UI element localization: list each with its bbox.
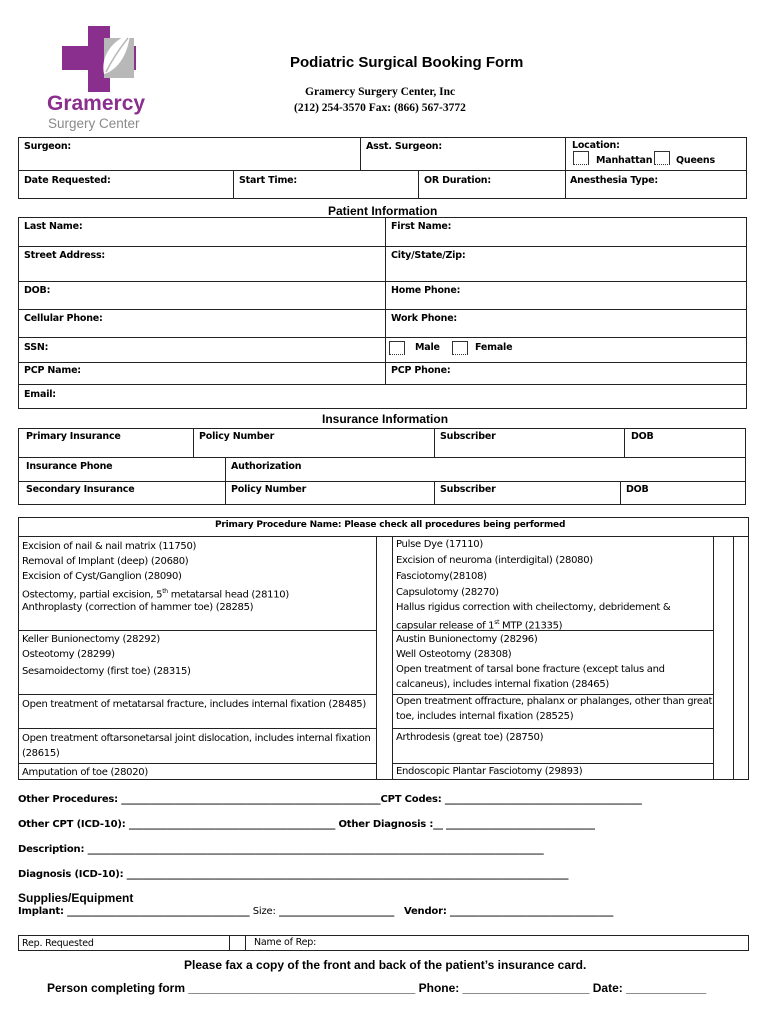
form-title: Podiatric Surgical Booking Form [290, 54, 524, 71]
subscriber-label-1: Subscriber [440, 431, 496, 442]
company-phone-fax: (212) 254-3570 Fax: (866) 567-3772 [294, 102, 466, 114]
proc-left-5: Anthroplasty (correction of hammer toe) (28285) [22, 602, 254, 613]
dob-label-2: DOB [626, 484, 649, 495]
street-address-label: Street Address: [24, 250, 105, 261]
implant-row[interactable]: Implant: ______________________________________ Size: ________________________ Vendor: __________________________________ [18, 906, 614, 917]
location-label: Location: [572, 140, 620, 151]
female-checkbox[interactable] [452, 341, 468, 355]
female-label: Female [475, 342, 513, 353]
manhattan-checkbox[interactable] [573, 151, 589, 165]
or-duration-label: OR Duration: [424, 175, 491, 186]
pcp-name-label: PCP Name: [24, 365, 81, 376]
start-time-label: Start Time: [239, 175, 298, 186]
email-label: Email: [24, 389, 56, 400]
name-of-rep-label: Name of Rep: [254, 937, 317, 948]
manhattan-label: Manhattan [596, 155, 653, 166]
proc-right-6: Austin Bunionectomy (28296) [396, 634, 538, 645]
authorization-label: Authorization [231, 461, 302, 472]
proc-right-8: Open treatment of tarsal bone fracture (except talus and calcaneus), includes internal fixation (28465) [396, 664, 665, 690]
rep-requested-label: Rep. Requested [22, 938, 94, 949]
proc-left-3: Excision of Cyst/Ganglion (28090) [22, 571, 182, 582]
proc-right-9: Open treatment offracture, phalanx or phalanges, other than great toe, includes internal fixation (28525) [396, 696, 713, 722]
dob-label-1: DOB [631, 431, 654, 442]
proc-right-5: Hallus rigidus correction with cheilectomy, debridement & capsular release of 1st MTP (21335) [396, 602, 671, 632]
other-procedures-row[interactable]: Other Procedures: ______________________________________________________CPT Codes: _________________________________________ [18, 794, 642, 805]
person-completing-row[interactable]: Person completing form __________________________________ Phone: ___________________ Date: ____________ [47, 981, 707, 995]
rep-table [18, 935, 749, 951]
male-checkbox[interactable] [389, 341, 405, 355]
dob-label: DOB: [24, 285, 51, 296]
proc-right-1: Pulse Dye (17110) [396, 539, 483, 550]
secondary-insurance-label: Secondary Insurance [26, 484, 135, 495]
proc-right-10: Arthrodesis (great toe) (28750) [396, 732, 544, 743]
procedures-heading: Primary Procedure Name: Please check all procedures being performed [215, 520, 566, 530]
proc-right-2: Excision of neuroma (interdigital) (28080) [396, 555, 593, 566]
cross-leaf-icon [60, 24, 140, 94]
proc-right-4: Capsulotomy (28270) [396, 587, 499, 598]
logo [44, 22, 154, 132]
proc-left-2: Removal of Implant (deep) (20680) [22, 556, 189, 567]
home-phone-label: Home Phone: [391, 285, 461, 296]
proc-right-7: Well Osteotomy (28308) [396, 649, 512, 660]
description-row[interactable]: Description: _______________________________________________________________________________________________ [18, 844, 544, 855]
date-requested-label: Date Requested: [24, 175, 111, 186]
work-phone-label: Work Phone: [391, 313, 458, 324]
proc-left-11: Amputation of toe (28020) [22, 767, 148, 778]
cellular-phone-label: Cellular Phone: [24, 313, 103, 324]
subscriber-label-2: Subscriber [440, 484, 496, 495]
logo-sub: Surgery Center [48, 116, 140, 131]
primary-insurance-label: Primary Insurance [26, 431, 121, 442]
proc-left-6: Keller Bunionectomy (28292) [22, 634, 161, 645]
proc-left-10: Open treatment oftarsonetarsal joint dislocation, includes internal fixation (28615) [22, 733, 371, 759]
proc-left-1: Excision of nail & nail matrix (11750) [22, 541, 197, 552]
proc-left-4: Ostectomy, partial excision, 5th metatarsal head (28110) [22, 588, 289, 601]
first-name-label: First Name: [391, 221, 452, 232]
pcp-phone-label: PCP Phone: [391, 365, 451, 376]
queens-checkbox[interactable] [654, 151, 670, 165]
diagnosis-row[interactable]: Diagnosis (ICD-10): ____________________________________________________________________________________________ [18, 869, 569, 880]
surgeon-label: Surgeon: [24, 141, 72, 152]
ssn-label: SSN: [24, 342, 49, 353]
patient-info-heading: Patient Information [328, 204, 438, 218]
logo-brand: Gramercy [47, 92, 146, 115]
male-label: Male [415, 342, 440, 353]
proc-right-3: Fasciotomy(28108) [396, 571, 487, 582]
queens-label: Queens [676, 155, 715, 166]
supplies-heading: Supplies/Equipment [18, 891, 134, 905]
insurance-phone-label: Insurance Phone [26, 461, 113, 472]
proc-left-7: Osteotomy (28299) [22, 649, 115, 660]
fax-note: Please fax a copy of the front and back of the patient’s insurance card. [184, 958, 587, 972]
proc-left-8: Sesamoidectomy (first toe) (28315) [22, 666, 191, 677]
rep-requested-checkbox[interactable] [229, 935, 245, 951]
other-cpt-row[interactable]: Other CPT (ICD-10): ___________________________________________ Other Diagnosis :__ _______________________________ [18, 819, 595, 830]
insurance-info-heading: Insurance Information [322, 412, 449, 426]
asst-surgeon-label: Asst. Surgeon: [366, 141, 442, 152]
proc-right-11: Endoscopic Plantar Fasciotomy (29893) [396, 766, 583, 777]
anesthesia-type-label: Anesthesia Type: [570, 175, 658, 186]
policy-number-label-1: Policy Number [199, 431, 275, 442]
company-name: Gramercy Surgery Center, Inc [305, 86, 456, 98]
city-state-zip-label: City/State/Zip: [391, 250, 466, 261]
last-name-label: Last Name: [24, 221, 83, 232]
proc-left-9: Open treatment of metatarsal fracture, includes internal fixation (28485) [22, 699, 366, 710]
policy-number-label-2: Policy Number [231, 484, 307, 495]
